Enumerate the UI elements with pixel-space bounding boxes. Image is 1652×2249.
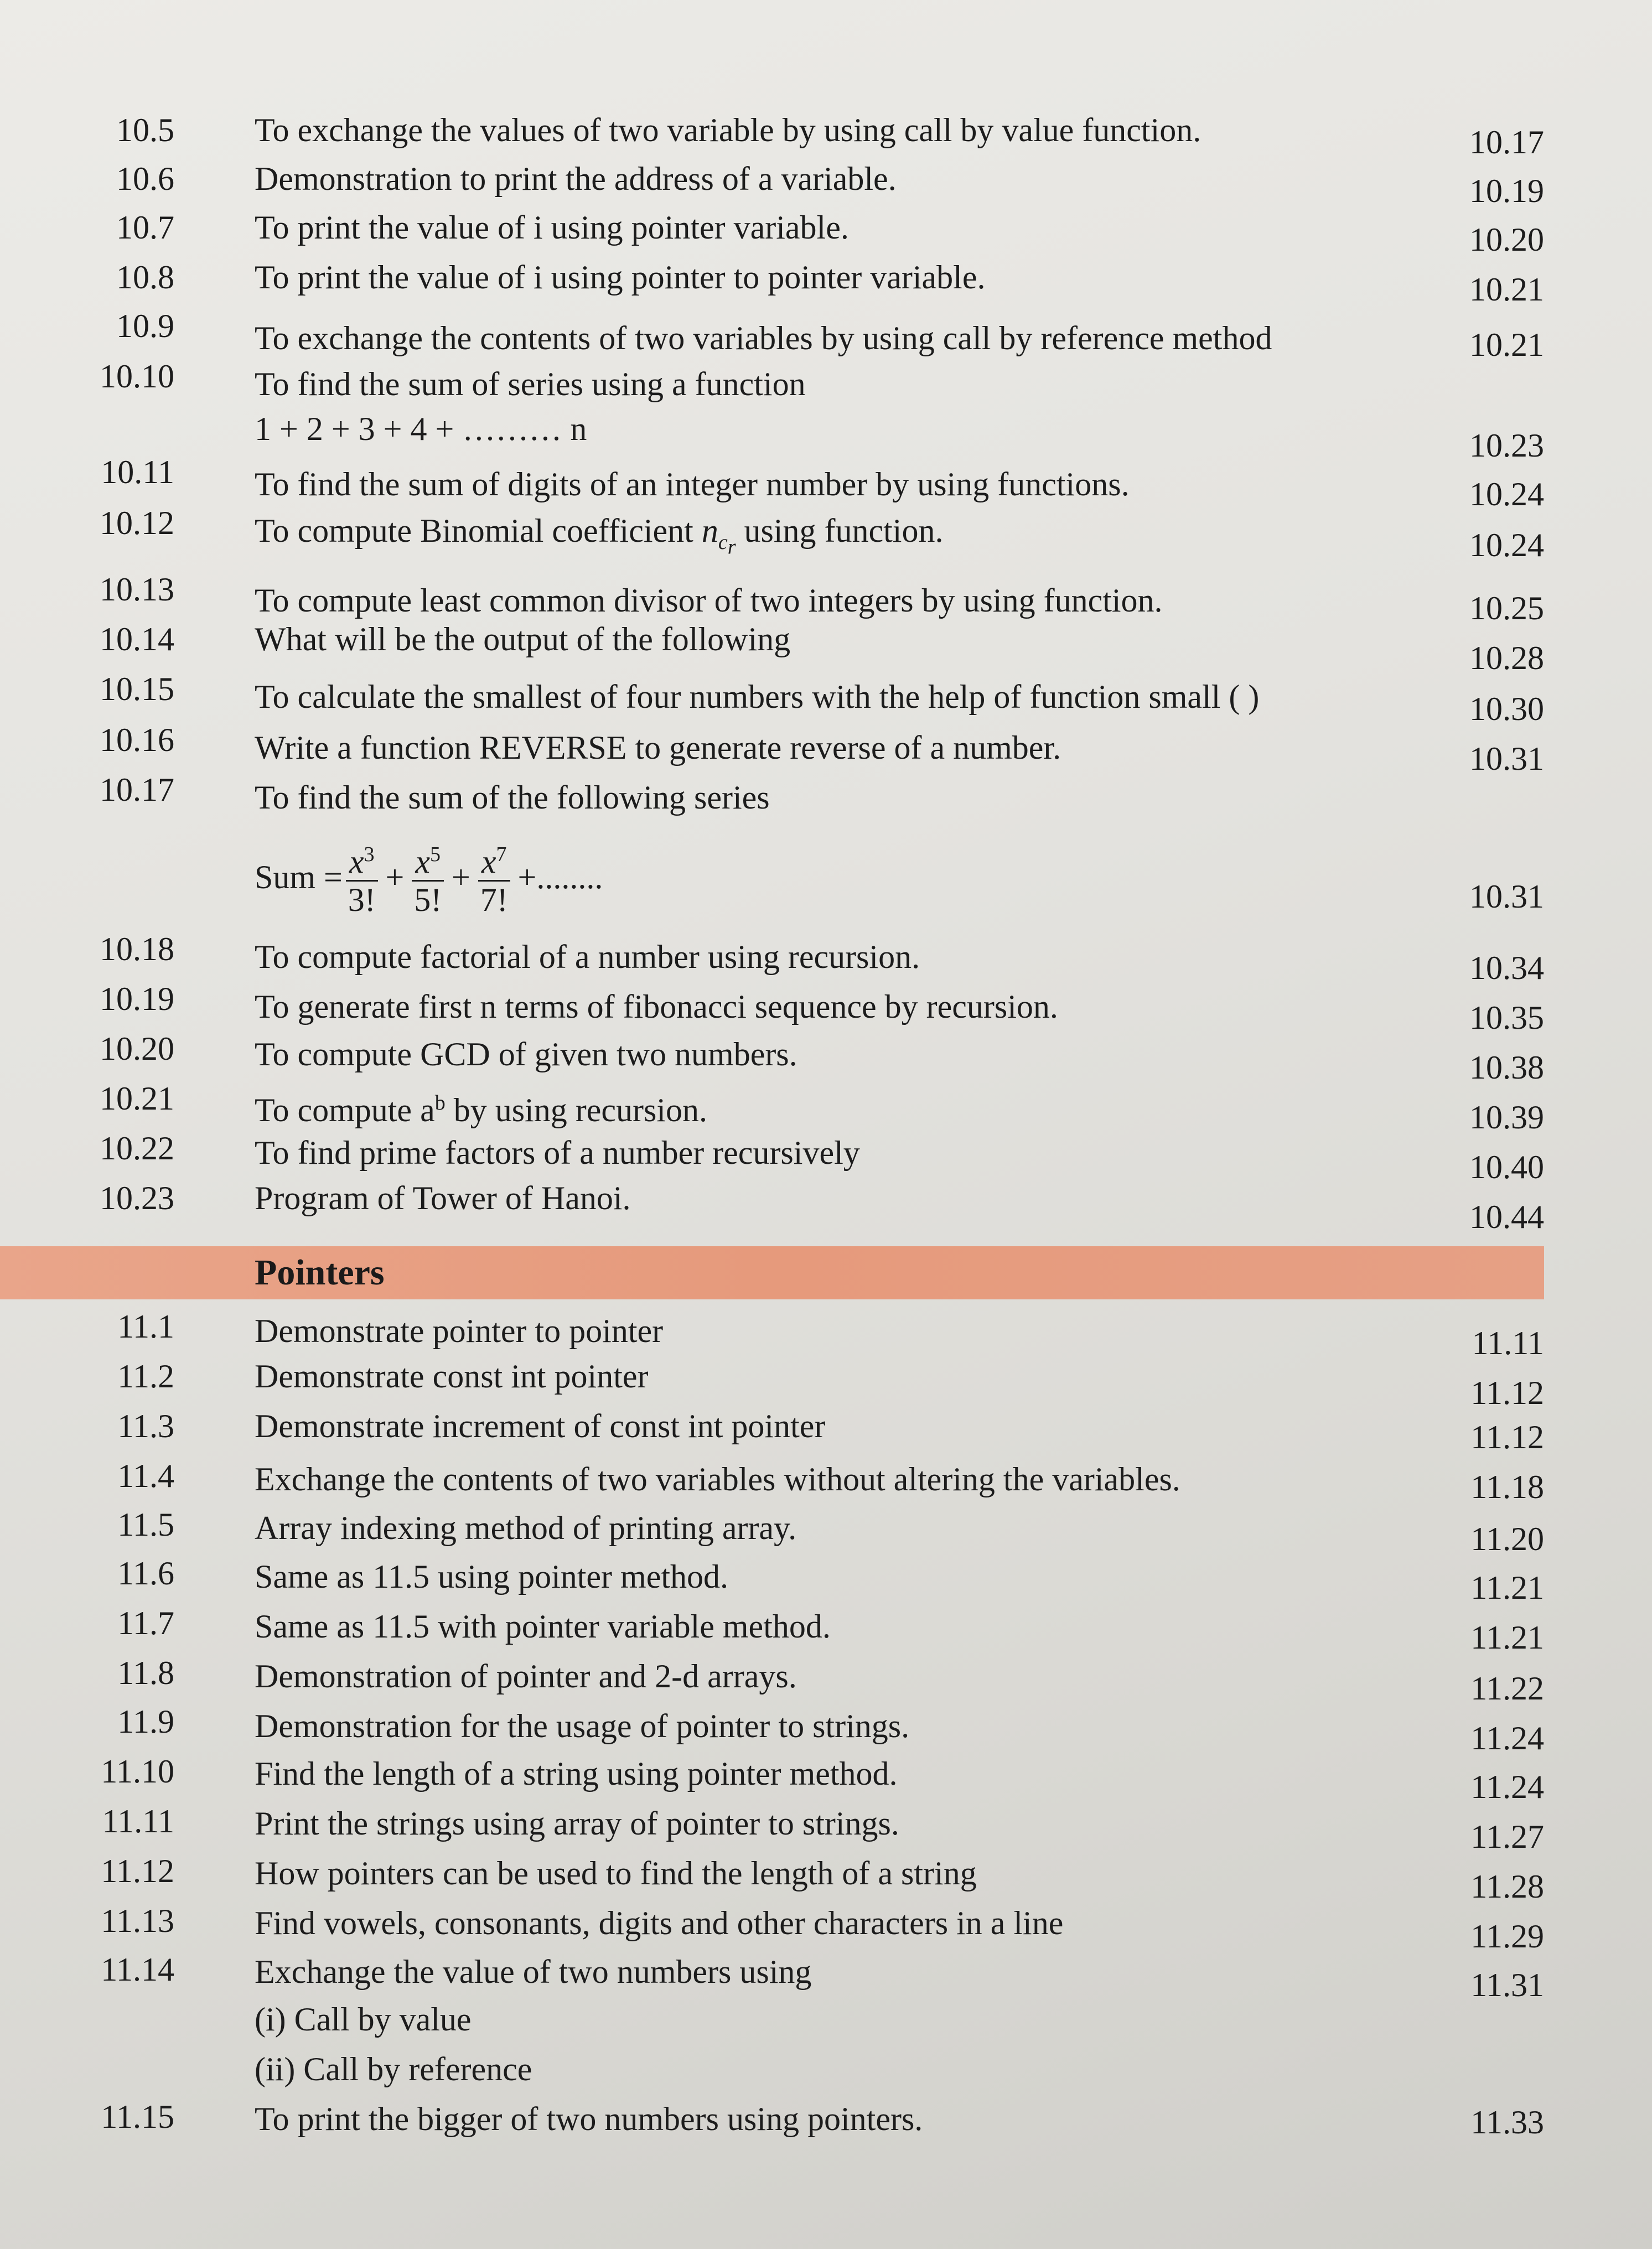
series-1-to-n: 1 + 2 + 3 + 4 + ……… n: [255, 411, 587, 447]
entry-page: 11.24: [1470, 1720, 1544, 1756]
entry-number: 10.13: [100, 571, 174, 608]
entry-number: 10.19: [100, 981, 174, 1017]
entry-number: 10.12: [100, 505, 174, 541]
entry-number: 10.9: [116, 308, 174, 344]
binomial-r-subscript: r: [727, 535, 736, 559]
term-3-exp: 7: [496, 843, 507, 866]
section-heading-band: [0, 1246, 1544, 1299]
section-heading-pointers: Pointers: [255, 1252, 385, 1293]
entry-title: Exchange the contents of two variables without altering the variables.: [255, 1461, 1180, 1497]
entry-title: How pointers can be used to find the length of a string: [255, 1855, 977, 1892]
entry-page: 11.21: [1470, 1569, 1544, 1606]
entry-number: 11.4: [117, 1458, 174, 1494]
entry-title: Array indexing method of printing array.: [255, 1510, 797, 1546]
entry-title: Print the strings using array of pointer to strings.: [255, 1805, 899, 1842]
entry-title: Find vowels, consonants, digits and other characters in a line: [255, 1905, 1064, 1941]
entry-number: 11.5: [117, 1506, 174, 1543]
binomial-n-symbol: n: [701, 512, 718, 549]
entry-number: 10.21: [100, 1080, 174, 1117]
entry-page: 10.23: [1469, 427, 1544, 464]
entry-number: 11.3: [117, 1408, 174, 1444]
entry-number: 10.18: [100, 931, 174, 967]
entry-title: To exchange the contents of two variables by using call by reference method: [255, 320, 1272, 356]
entry-number: 11.8: [117, 1655, 174, 1691]
entry-title: Demonstrate increment of const int pointer: [255, 1408, 826, 1444]
plus-sign: +: [385, 859, 405, 895]
entry-title: Demonstration to print the address of a variable.: [255, 160, 897, 197]
entry-number: 10.15: [100, 671, 174, 707]
subitem-call-by-value: (i) Call by value: [255, 2001, 472, 2038]
entry-page: 11.22: [1470, 1670, 1544, 1707]
entry-title: Find the length of a string using pointer method.: [255, 1755, 898, 1792]
entry-page: 10.24: [1469, 476, 1544, 512]
entry-page: 10.20: [1469, 221, 1544, 258]
entry-number: 11.12: [101, 1853, 174, 1889]
entry-title: Same as 11.5 using pointer method.: [255, 1558, 728, 1595]
entry-page: 10.24: [1469, 527, 1544, 563]
exponent-b: b: [434, 1091, 446, 1115]
entry-title: Demonstration for the usage of pointer to strings.: [255, 1708, 910, 1744]
term-2-base: x: [415, 843, 431, 880]
entry-number: 11.9: [117, 1703, 174, 1740]
entry-page: 10.21: [1469, 271, 1544, 308]
entry-page: 11.11: [1472, 1325, 1544, 1361]
entry-title: What will be the output of the following: [255, 621, 791, 657]
term-3-denominator: 7!: [480, 882, 508, 918]
entry-page: 10.30: [1469, 691, 1544, 727]
entry-title: To find the sum of series using a function: [255, 366, 806, 402]
entry-title: Exchange the value of two numbers using: [255, 1953, 812, 1990]
entry-number: 11.13: [101, 1903, 174, 1939]
entry-page: 10.34: [1469, 950, 1544, 986]
fraction-term-1: [346, 836, 378, 918]
entry-page: 11.33: [1470, 2104, 1544, 2141]
entry-page: 10.28: [1469, 640, 1544, 676]
entry-page: 10.44: [1469, 1199, 1544, 1235]
entry-page: 10.17: [1469, 124, 1544, 160]
entry-page: 10.31: [1469, 740, 1544, 777]
entry-number: 11.15: [101, 2098, 174, 2135]
entry-title: Same as 11.5 with pointer variable method.: [255, 1608, 831, 1645]
fraction-term-3: [478, 836, 510, 918]
entry-number: 11.7: [117, 1605, 174, 1641]
entry-number: 10.8: [116, 259, 174, 296]
entry-page: 11.12: [1470, 1375, 1544, 1411]
entry-title: To generate first n terms of fibonacci sequence by recursion.: [255, 988, 1058, 1025]
entry-title: To find the sum of the following series: [255, 779, 770, 816]
entry-page: 10.38: [1469, 1049, 1544, 1086]
term-1-denominator: 3!: [348, 882, 376, 918]
term-2-exp: 5: [430, 843, 441, 866]
plus-sign: +: [452, 859, 470, 895]
entry-page: 11.28: [1470, 1868, 1544, 1905]
entry-title: Program of Tower of Hanoi.: [255, 1180, 631, 1216]
entry-title: To compute least common divisor of two integers by using function.: [255, 582, 1163, 619]
entry-number: 10.17: [100, 771, 174, 808]
entry-number: 11.11: [102, 1803, 174, 1839]
entry-title: To print the bigger of two numbers using pointers.: [255, 2101, 923, 2137]
term-1-base: x: [349, 843, 364, 880]
entry-number: 10.7: [116, 209, 174, 246]
entry-page: 11.18: [1470, 1469, 1544, 1505]
series-tail: +........: [517, 859, 603, 895]
entry-number: 10.20: [100, 1030, 174, 1067]
entry-title: Demonstrate const int pointer: [255, 1358, 649, 1395]
entry-page: 10.25: [1469, 590, 1544, 626]
entry-number: 10.23: [100, 1180, 174, 1216]
title-text-before: To compute Binomial coefficient: [255, 512, 693, 549]
term-3-base: x: [481, 843, 496, 880]
subitem-call-by-reference: (ii) Call by reference: [255, 2051, 532, 2087]
entry-page: 10.31: [1469, 878, 1544, 915]
entry-title: [255, 511, 943, 567]
entry-title: To print the value of i using pointer variable.: [255, 209, 849, 246]
entry-page: 10.39: [1469, 1099, 1544, 1136]
entry-title: Write a function REVERSE to generate reverse of a number.: [255, 729, 1061, 766]
entry-number: 10.10: [100, 358, 174, 395]
entry-number: 10.22: [100, 1130, 174, 1167]
entry-title: [255, 1084, 707, 1129]
entry-title: Demonstration of pointer and 2-d arrays.: [255, 1658, 797, 1694]
entry-title: To compute GCD of given two numbers.: [255, 1036, 797, 1072]
binomial-c-subscript: c: [718, 531, 728, 554]
entry-title: To compute factorial of a number using recursion.: [255, 939, 920, 975]
entry-page: 10.40: [1469, 1149, 1544, 1185]
term-2-denominator: 5!: [414, 882, 442, 918]
sum-lhs: Sum =: [255, 859, 343, 895]
title-text-before: To compute a: [255, 1092, 435, 1128]
entry-number: 11.6: [117, 1555, 174, 1592]
series-sum-formula: [255, 836, 607, 919]
title-text-after: using function.: [744, 512, 944, 549]
title-text-after: by using recursion.: [445, 1092, 707, 1128]
entry-title: To print the value of i using pointer to pointer variable.: [255, 259, 986, 296]
entry-number: 10.16: [100, 722, 174, 758]
fraction-term-2: [412, 836, 444, 918]
entry-page: 10.35: [1469, 999, 1544, 1036]
entry-page: 11.27: [1470, 1818, 1544, 1855]
entry-number: 10.11: [101, 454, 174, 490]
entry-title: To find the sum of digits of an integer number by using functions.: [255, 466, 1130, 502]
entry-page: 11.29: [1470, 1918, 1544, 1955]
entry-page: 11.24: [1470, 1769, 1544, 1805]
entry-title: To find prime factors of a number recursively: [255, 1134, 860, 1171]
entry-number: 10.5: [116, 112, 174, 148]
entry-title: Demonstrate pointer to pointer: [255, 1313, 664, 1349]
entry-number: 11.2: [117, 1358, 174, 1395]
entry-number: 11.1: [117, 1308, 174, 1345]
entry-page: 10.19: [1469, 173, 1544, 209]
entry-number: 11.14: [101, 1951, 174, 1988]
entry-page: 11.12: [1470, 1419, 1544, 1455]
entry-page: 11.21: [1470, 1619, 1544, 1656]
term-1-exp: 3: [364, 843, 375, 866]
entry-number: 11.10: [101, 1753, 174, 1790]
entry-title: To calculate the smallest of four numbers with the help of function small ( ): [255, 678, 1260, 715]
entry-page: 11.31: [1470, 1967, 1544, 2003]
entry-number: 10.6: [116, 160, 174, 197]
entry-page: 10.21: [1469, 327, 1544, 363]
entry-title: To exchange the values of two variable by using call by value function.: [255, 112, 1202, 148]
entry-number: 10.14: [100, 621, 174, 657]
entry-page: 11.20: [1470, 1521, 1544, 1557]
